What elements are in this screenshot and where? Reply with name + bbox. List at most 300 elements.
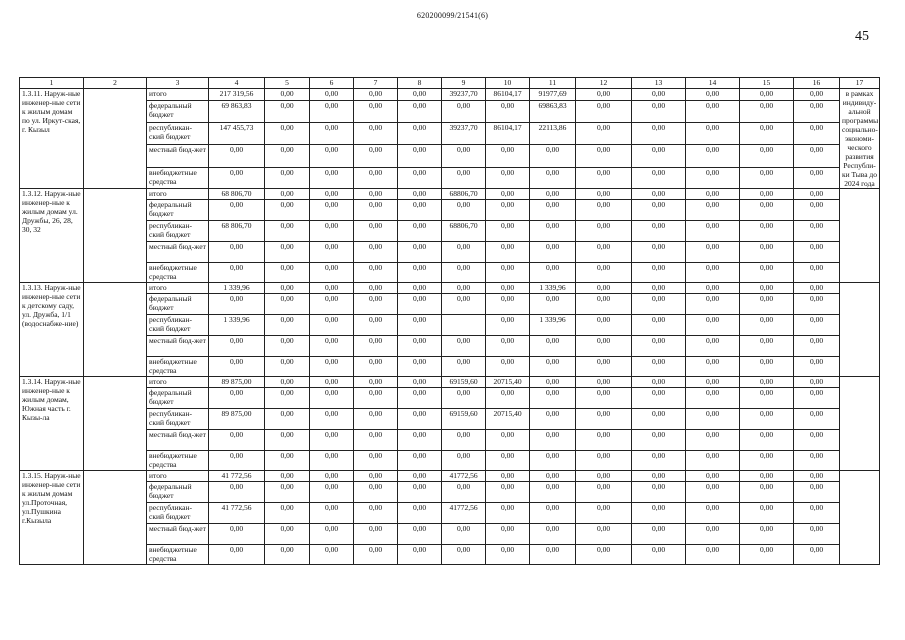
table-row [20, 388, 880, 409]
value-cell: 0,00 [265, 89, 310, 101]
value-cell: 0,00 [576, 200, 632, 221]
value-cell: 0,00 [576, 123, 632, 145]
value-cell: 0,00 [265, 242, 310, 263]
value-cell: 0,00 [686, 430, 740, 451]
value-cell: 0,00 [354, 430, 398, 451]
value-cell: 0,00 [398, 388, 442, 409]
value-cell: 0,00 [442, 336, 486, 357]
value-cell: 0,00 [442, 357, 486, 377]
value-cell: 0,00 [310, 89, 354, 101]
value-cell: 69 863,83 [209, 100, 265, 122]
value-cell: 0,00 [310, 242, 354, 263]
table-row [20, 315, 880, 336]
table-row [20, 123, 880, 145]
value-cell: 0,00 [576, 451, 632, 471]
value-cell: 0,00 [398, 451, 442, 471]
funding-source-cell: республикан-ский бюджет [147, 221, 209, 242]
value-cell: 0,00 [632, 430, 686, 451]
value-cell: 0,00 [486, 145, 530, 167]
value-cell: 0,00 [686, 294, 740, 315]
funding-source-cell: местный бюд-жет [147, 336, 209, 357]
value-cell: 0,00 [740, 336, 794, 357]
funding-source-cell: внебюджетные средства [147, 263, 209, 283]
value-cell: 0,00 [354, 200, 398, 221]
column-number-cell: 2 [84, 78, 147, 89]
column-number-cell: 7 [354, 78, 398, 89]
value-cell: 0,00 [576, 471, 632, 482]
object-name-cell: 1.3.14. Наруж-ные инженер-ные к жилым домам, Южная часть г. Кызы-ла [20, 377, 84, 471]
value-cell: 0,00 [530, 189, 576, 200]
value-cell: 0,00 [442, 167, 486, 188]
value-cell: 0,00 [398, 145, 442, 167]
table-row [20, 200, 880, 221]
table-row [20, 524, 880, 545]
value-cell: 0,00 [486, 100, 530, 122]
column-number-cell: 16 [794, 78, 840, 89]
value-cell: 0,00 [209, 294, 265, 315]
value-cell: 0,00 [398, 357, 442, 377]
value-cell: 0,00 [740, 377, 794, 388]
value-cell: 0,00 [398, 377, 442, 388]
value-cell: 0,00 [486, 242, 530, 263]
table-row [20, 221, 880, 242]
value-cell: 0,00 [209, 145, 265, 167]
value-cell: 41772,56 [442, 471, 486, 482]
value-cell: 0,00 [740, 242, 794, 263]
value-cell: 0,00 [354, 189, 398, 200]
value-cell: 0,00 [209, 430, 265, 451]
note-cell: в рамках индивиду-альной программы социально-экономи-ческого развития Республи-ки Тыва до 2024 года [840, 89, 880, 189]
value-cell: 0,00 [486, 167, 530, 188]
value-cell: 0,00 [632, 524, 686, 545]
column-number-cell: 10 [486, 78, 530, 89]
column-2-cell [84, 283, 147, 377]
value-cell: 1 339,96 [530, 315, 576, 336]
value-cell: 0,00 [265, 145, 310, 167]
value-cell: 0,00 [686, 409, 740, 430]
value-cell: 0,00 [576, 189, 632, 200]
value-cell: 0,00 [576, 294, 632, 315]
value-cell: 0,00 [686, 315, 740, 336]
value-cell: 0,00 [442, 263, 486, 283]
value-cell: 0,00 [686, 545, 740, 565]
value-cell: 0,00 [398, 315, 442, 336]
value-cell: 0,00 [486, 221, 530, 242]
value-cell: 0,00 [632, 100, 686, 122]
value-cell: 0,00 [686, 471, 740, 482]
value-cell: 0,00 [794, 430, 840, 451]
value-cell: 0,00 [576, 100, 632, 122]
value-cell: 0,00 [265, 388, 310, 409]
funding-source-cell: федеральный бюджет [147, 200, 209, 221]
column-number-cell: 9 [442, 78, 486, 89]
value-cell: 0,00 [686, 242, 740, 263]
value-cell: 0,00 [740, 167, 794, 188]
value-cell: 0,00 [530, 263, 576, 283]
value-cell: 0,00 [486, 294, 530, 315]
value-cell: 1 339,96 [209, 315, 265, 336]
column-number-cell: 8 [398, 78, 442, 89]
value-cell: 0,00 [740, 524, 794, 545]
value-cell: 0,00 [354, 336, 398, 357]
value-cell: 0,00 [398, 123, 442, 145]
value-cell: 0,00 [576, 430, 632, 451]
table-row [20, 451, 880, 471]
value-cell: 0,00 [686, 263, 740, 283]
value-cell: 0,00 [265, 189, 310, 200]
value-cell: 0,00 [576, 283, 632, 294]
value-cell: 0,00 [354, 283, 398, 294]
value-cell: 0,00 [398, 482, 442, 503]
value-cell: 0,00 [576, 221, 632, 242]
value-cell: 0,00 [632, 471, 686, 482]
value-cell: 0,00 [310, 100, 354, 122]
value-cell: 0,00 [265, 263, 310, 283]
value-cell: 0,00 [354, 524, 398, 545]
value-cell: 0,00 [794, 336, 840, 357]
value-cell: 0,00 [442, 200, 486, 221]
value-cell: 0,00 [354, 167, 398, 188]
value-cell: 0,00 [740, 430, 794, 451]
funding-source-cell: внебюджетные средства [147, 357, 209, 377]
column-number-cell: 14 [686, 78, 740, 89]
table-row [20, 471, 880, 482]
value-cell: 0,00 [632, 294, 686, 315]
document-code: 620200099/21541(6) [416, 11, 489, 20]
value-cell: 0,00 [486, 315, 530, 336]
table-row [20, 430, 880, 451]
value-cell: 0,00 [398, 503, 442, 524]
value-cell: 0,00 [310, 503, 354, 524]
value-cell: 0,00 [632, 145, 686, 167]
value-cell: 0,00 [265, 451, 310, 471]
value-cell: 0,00 [398, 167, 442, 188]
value-cell: 0,00 [310, 388, 354, 409]
value-cell: 0,00 [398, 524, 442, 545]
value-cell: 86104,17 [486, 123, 530, 145]
table-row [20, 482, 880, 503]
value-cell: 0,00 [686, 524, 740, 545]
value-cell: 0,00 [354, 451, 398, 471]
column-2-cell [84, 189, 147, 283]
value-cell: 0,00 [632, 167, 686, 188]
funding-source-cell: федеральный бюджет [147, 294, 209, 315]
value-cell: 0,00 [398, 263, 442, 283]
value-cell: 69863,83 [530, 100, 576, 122]
value-cell: 0,00 [530, 430, 576, 451]
funding-source-cell: внебюджетные средства [147, 451, 209, 471]
value-cell: 0,00 [530, 545, 576, 565]
value-cell: 0,00 [265, 283, 310, 294]
value-cell: 0,00 [398, 409, 442, 430]
column-number-cell: 12 [576, 78, 632, 89]
table-row [20, 145, 880, 167]
value-cell: 0,00 [686, 167, 740, 188]
value-cell: 0,00 [209, 263, 265, 283]
value-cell: 0,00 [686, 221, 740, 242]
funding-source-cell: местный бюд-жет [147, 242, 209, 263]
object-name-cell: 1.3.15. Наруж-ные инженер-ные сети к жилым домам ул.Проточная, ул.Пушкина г.Кызыла [20, 471, 84, 565]
table-row [20, 503, 880, 524]
value-cell: 0,00 [265, 357, 310, 377]
value-cell: 0,00 [686, 482, 740, 503]
value-cell: 0,00 [310, 263, 354, 283]
value-cell: 0,00 [209, 200, 265, 221]
value-cell: 0,00 [209, 336, 265, 357]
table-row [20, 283, 880, 294]
value-cell: 0,00 [354, 471, 398, 482]
value-cell: 0,00 [354, 409, 398, 430]
value-cell: 0,00 [354, 357, 398, 377]
value-cell: 0,00 [265, 430, 310, 451]
note-cell [840, 377, 880, 471]
value-cell: 0,00 [209, 167, 265, 188]
value-cell: 0,00 [740, 221, 794, 242]
value-cell: 0,00 [632, 242, 686, 263]
funding-source-cell: республикан-ский бюджет [147, 409, 209, 430]
funding-source-cell: федеральный бюджет [147, 482, 209, 503]
column-number-cell: 3 [147, 78, 209, 89]
column-number-cell: 4 [209, 78, 265, 89]
value-cell: 0,00 [310, 471, 354, 482]
value-cell: 0,00 [310, 167, 354, 188]
value-cell: 0,00 [398, 89, 442, 101]
note-cell [840, 283, 880, 377]
value-cell: 0,00 [530, 336, 576, 357]
value-cell: 0,00 [740, 482, 794, 503]
value-cell: 0,00 [740, 471, 794, 482]
note-cell [840, 189, 880, 283]
value-cell: 0,00 [310, 189, 354, 200]
value-cell: 0,00 [398, 294, 442, 315]
funding-source-cell: местный бюд-жет [147, 524, 209, 545]
table-row [20, 357, 880, 377]
value-cell: 0,00 [209, 388, 265, 409]
value-cell: 0,00 [209, 482, 265, 503]
budget-table [19, 77, 880, 565]
value-cell: 0,00 [310, 123, 354, 145]
value-cell: 0,00 [398, 221, 442, 242]
value-cell: 0,00 [442, 430, 486, 451]
value-cell: 0,00 [740, 451, 794, 471]
value-cell: 0,00 [794, 377, 840, 388]
value-cell: 69159,60 [442, 377, 486, 388]
value-cell: 0,00 [632, 315, 686, 336]
value-cell: 0,00 [794, 167, 840, 188]
funding-source-cell: местный бюд-жет [147, 430, 209, 451]
value-cell: 0,00 [632, 189, 686, 200]
value-cell: 0,00 [686, 451, 740, 471]
value-cell: 0,00 [354, 221, 398, 242]
value-cell: 0,00 [354, 145, 398, 167]
value-cell: 0,00 [354, 377, 398, 388]
value-cell: 0,00 [632, 263, 686, 283]
value-cell: 0,00 [310, 294, 354, 315]
value-cell: 0,00 [686, 200, 740, 221]
value-cell: 0,00 [632, 221, 686, 242]
value-cell: 0,00 [576, 545, 632, 565]
value-cell: 0,00 [740, 89, 794, 101]
value-cell: 0,00 [486, 357, 530, 377]
value-cell: 0,00 [310, 482, 354, 503]
value-cell: 0,00 [576, 167, 632, 188]
funding-source-cell: итого [147, 189, 209, 200]
value-cell: 0,00 [740, 545, 794, 565]
value-cell: 0,00 [686, 283, 740, 294]
table-row [20, 409, 880, 430]
value-cell: 0,00 [310, 409, 354, 430]
value-cell: 0,00 [442, 283, 486, 294]
value-cell: 0,00 [310, 336, 354, 357]
value-cell: 147 455,73 [209, 123, 265, 145]
table-row [20, 294, 880, 315]
value-cell: 0,00 [265, 221, 310, 242]
funding-source-cell: республикан-ский бюджет [147, 315, 209, 336]
value-cell: 0,00 [632, 451, 686, 471]
value-cell: 0,00 [576, 377, 632, 388]
value-cell: 0,00 [486, 430, 530, 451]
value-cell: 0,00 [686, 357, 740, 377]
value-cell: 0,00 [632, 545, 686, 565]
value-cell: 0,00 [794, 100, 840, 122]
value-cell: 0,00 [486, 545, 530, 565]
value-cell: 0,00 [354, 89, 398, 101]
value-cell: 0,00 [530, 200, 576, 221]
value-cell: 0,00 [530, 221, 576, 242]
value-cell: 0,00 [486, 451, 530, 471]
value-cell: 0,00 [486, 336, 530, 357]
value-cell: 69159,60 [442, 409, 486, 430]
table-row [20, 263, 880, 283]
value-cell: 0,00 [632, 409, 686, 430]
value-cell: 0,00 [530, 242, 576, 263]
value-cell: 68806,70 [442, 221, 486, 242]
value-cell: 0,00 [265, 524, 310, 545]
column-number-cell: 1 [20, 78, 84, 89]
value-cell: 0,00 [740, 145, 794, 167]
value-cell: 0,00 [632, 89, 686, 101]
value-cell: 0,00 [686, 100, 740, 122]
value-cell: 0,00 [794, 283, 840, 294]
value-cell: 0,00 [265, 315, 310, 336]
funding-source-cell: республикан-ский бюджет [147, 503, 209, 524]
column-2-cell [84, 471, 147, 565]
funding-source-cell: внебюджетные средства [147, 167, 209, 188]
funding-source-cell: внебюджетные средства [147, 545, 209, 565]
value-cell: 0,00 [310, 377, 354, 388]
value-cell: 0,00 [740, 388, 794, 409]
funding-source-cell: федеральный бюджет [147, 388, 209, 409]
value-cell: 0,00 [686, 377, 740, 388]
value-cell: 0,00 [398, 100, 442, 122]
value-cell: 0,00 [740, 123, 794, 145]
value-cell: 0,00 [632, 123, 686, 145]
value-cell: 0,00 [530, 409, 576, 430]
value-cell: 0,00 [576, 263, 632, 283]
value-cell: 0,00 [576, 242, 632, 263]
value-cell: 0,00 [486, 503, 530, 524]
value-cell: 0,00 [794, 123, 840, 145]
value-cell: 0,00 [530, 357, 576, 377]
value-cell: 0,00 [398, 242, 442, 263]
value-cell: 0,00 [794, 482, 840, 503]
value-cell: 0,00 [209, 545, 265, 565]
funding-source-cell: итого [147, 89, 209, 101]
value-cell: 0,00 [530, 377, 576, 388]
value-cell: 0,00 [265, 200, 310, 221]
value-cell: 0,00 [398, 430, 442, 451]
value-cell: 0,00 [794, 503, 840, 524]
value-cell: 0,00 [354, 482, 398, 503]
value-cell: 0,00 [265, 123, 310, 145]
value-cell: 0,00 [486, 200, 530, 221]
value-cell: 86104,17 [486, 89, 530, 101]
value-cell: 41 772,56 [209, 471, 265, 482]
value-cell: 0,00 [265, 100, 310, 122]
value-cell: 0,00 [576, 357, 632, 377]
value-cell: 0,00 [794, 388, 840, 409]
funding-source-cell: итого [147, 283, 209, 294]
value-cell: 0,00 [576, 482, 632, 503]
value-cell: 0,00 [576, 315, 632, 336]
value-cell: 0,00 [794, 294, 840, 315]
value-cell: 0,00 [794, 221, 840, 242]
value-cell: 0,00 [632, 283, 686, 294]
value-cell: 0,00 [354, 503, 398, 524]
value-cell: 0,00 [265, 482, 310, 503]
value-cell: 0,00 [740, 503, 794, 524]
value-cell: 0,00 [794, 357, 840, 377]
value-cell: 0,00 [530, 451, 576, 471]
value-cell: 0,00 [310, 221, 354, 242]
value-cell: 0,00 [310, 430, 354, 451]
value-cell: 0,00 [686, 123, 740, 145]
table-row [20, 336, 880, 357]
page-number: 45 [855, 29, 869, 44]
column-number-cell: 13 [632, 78, 686, 89]
value-cell: 89 875,00 [209, 409, 265, 430]
value-cell: 0,00 [310, 283, 354, 294]
funding-source-cell: итого [147, 377, 209, 388]
value-cell: 0,00 [530, 294, 576, 315]
value-cell: 22113,86 [530, 123, 576, 145]
value-cell: 0,00 [686, 189, 740, 200]
value-cell: 0,00 [740, 283, 794, 294]
value-cell: 0,00 [265, 503, 310, 524]
value-cell: 0,00 [740, 315, 794, 336]
value-cell: 0,00 [576, 503, 632, 524]
value-cell: 0,00 [740, 409, 794, 430]
value-cell: 41772,56 [442, 503, 486, 524]
value-cell: 0,00 [576, 145, 632, 167]
object-name-cell: 1.3.11. Наруж-ные инженер-ные сети к жилым домам по ул. Иркут-ская, г. Кызыл [20, 89, 84, 189]
value-cell: 0,00 [354, 263, 398, 283]
value-cell: 0,00 [486, 482, 530, 503]
value-cell: 0,00 [442, 388, 486, 409]
value-cell: 0,00 [310, 357, 354, 377]
value-cell: 0,00 [794, 89, 840, 101]
table-row [20, 545, 880, 565]
value-cell: 0,00 [740, 263, 794, 283]
value-cell: 0,00 [576, 89, 632, 101]
value-cell: 0,00 [632, 482, 686, 503]
table-row [20, 242, 880, 263]
value-cell: 0,00 [209, 451, 265, 471]
value-cell: 0,00 [576, 409, 632, 430]
value-cell: 0,00 [632, 336, 686, 357]
value-cell: 0,00 [576, 388, 632, 409]
value-cell: 0,00 [576, 336, 632, 357]
